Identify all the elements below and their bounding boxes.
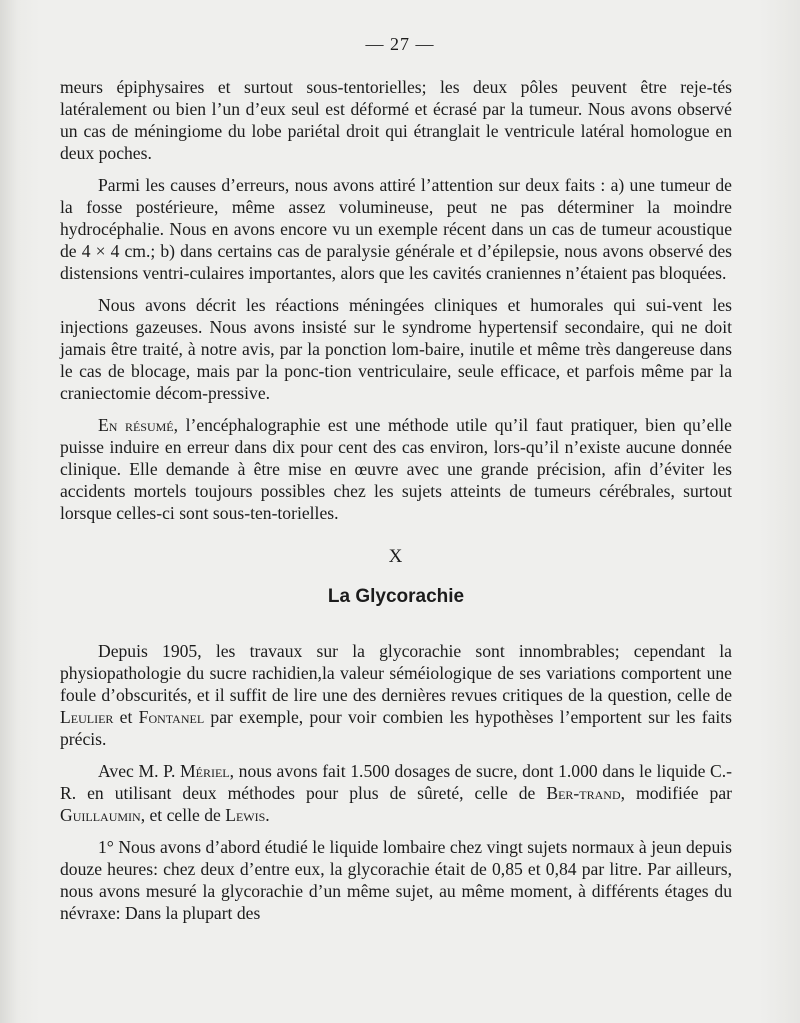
paragraph-6-text-e: . [265,805,270,825]
author-leulier: Leulier [60,707,114,727]
paragraph-4-text: l’encéphalographie est une méthode utile qu’il faut pratiquer, bien qu’elle puisse induire en erreur dans dix pour cent des cas environ, lors-qu’il n’existe aucune donnée clinique. Elle demande à être mise en œuvre avec une grande précision, afin d’éviter les accidents mortels toujours possibles chez les sujets atteints de tumeurs cérébrales, surtout lorsque celles-ci sont sous-ten-torielles. [60,415,732,523]
author-guillaumin: Guillaumin [60,805,141,825]
author-meriel: Mériel [179,761,230,781]
paragraph-6-text-a: Avec M. P. [98,761,180,781]
author-fontanel: Fontanel [138,707,205,727]
paragraph-6 [60,760,732,826]
paragraph-6-text-c: , modifiée par [620,783,732,803]
section-title: La Glycorachie [327,586,465,607]
page-number: — 27 — [365,34,435,54]
paragraph-7: 1° Nous avons d’abord étudié le liquide lombaire chez vingt sujets normaux à jeun depuis douze heures: chez deux d’entre eux, la glycorachie était de 0,85 et 0,84 par litre. Par ailleurs, nous avons mesuré la glycorachie d’un même sujet, au même moment, à différents étages du névraxe: Dans la plupart des [60,837,732,923]
resume-lead: En résumé, [98,415,179,435]
paragraph-1: meurs épiphysaires et surtout sous-tentorielles; les deux pôles peuvent être reje-tés latéralement ou bien l’un d’eux seul est déformé et écrasé par la tumeur. Nous avons observé un cas de méningiome du lobe pariétal droit qui étranglait le ventricule latéral homologue en deux poches. [60,77,732,163]
author-lewis: Lewis [225,805,266,825]
paragraph-6-text-d: , et celle de [140,805,226,825]
section-number: X [388,546,404,567]
paragraph-4 [60,414,732,524]
author-bertrand: Ber-trand [546,783,621,803]
paragraph-5 [60,640,732,750]
paragraph-5-text-c: par exemple, pour voir combien les hypothèses l’emportent sur les faits précis. [60,707,732,749]
text-body [60,76,732,934]
paragraph-5-text-b: et [113,707,139,727]
paragraph-2: Parmi les causes d’erreurs, nous avons attiré l’attention sur deux faits : a) une tumeur de la fosse postérieure, même assez volumineuse, peut ne pas déterminer la moindre hydrocéphalie. Nous en avons encore vu un exemple récent dans un cas de tumeur acoustique de 4 × 4 cm.; b) dans certains cas de paralysie générale et d’épilepsie, nous avons observé des distensions ventri-culaires importantes, alors que les cavités craniennes n’étaient pas bloquées. [60,175,732,283]
paragraph-5-text-a: Depuis 1905, les travaux sur la glycorachie sont innombrables; cependant la physiopathologie du sucre rachidien,la valeur séméiologique de ses variations comportent une foule d’obscurités, et il suffit de lire une des dernières revues critiques de la question, celle de [60,641,732,705]
paragraph-6-text-b: , nous avons fait 1.500 dosages de sucre, dont 1.000 dans le liquide C.-R. en utilisant deux méthodes pour plus de sûreté, celle de [60,761,732,803]
paragraph-3: Nous avons décrit les réactions méningées cliniques et humorales qui sui-vent les injections gazeuses. Nous avons insisté sur le syndrome hypertensif secondaire, qui ne doit jamais être traité, à notre avis, par la ponction lom-baire, inutile et même très dangereuse dans le cas de blocage, mais par la ponc-tion ventriculaire, seule efficace, et parfois même par la craniectomie décom-pressive. [60,295,732,403]
